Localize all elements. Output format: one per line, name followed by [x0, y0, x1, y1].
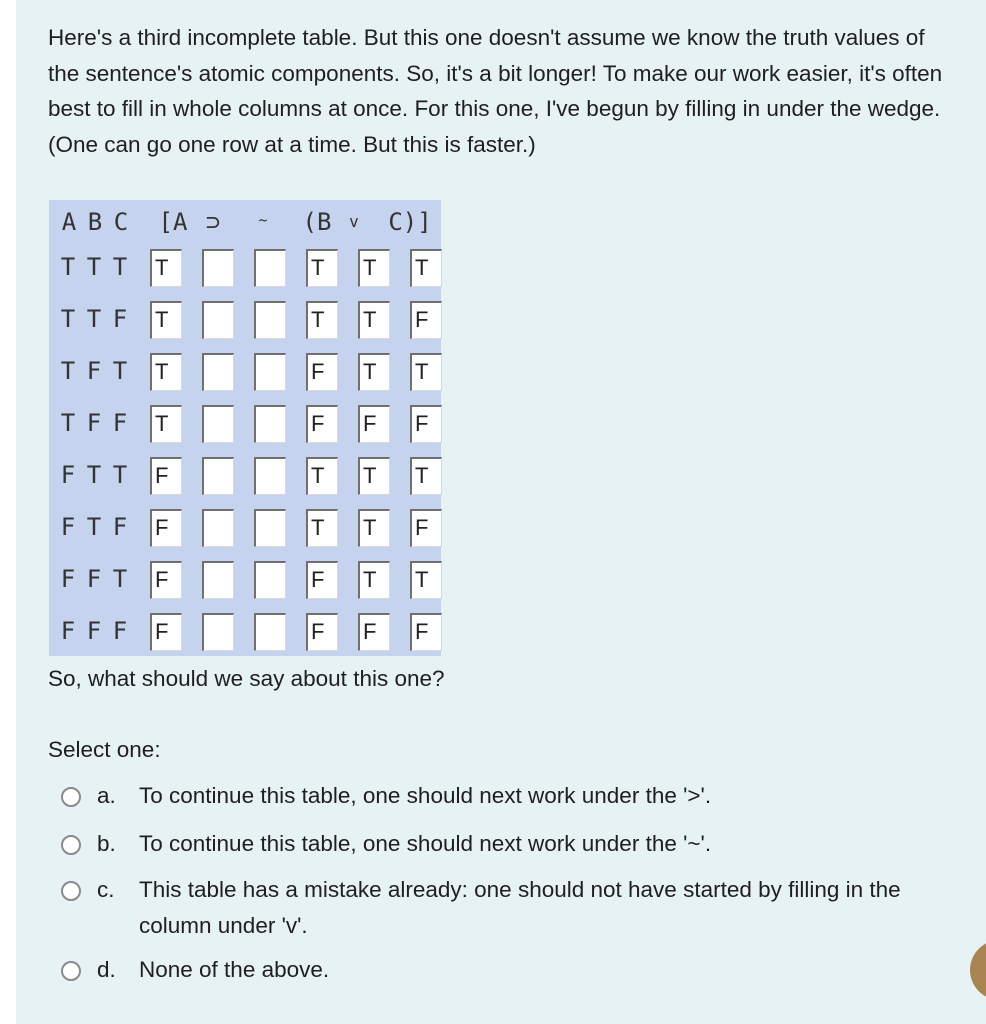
- header-bracket-a: [A: [158, 208, 188, 236]
- row-label-b: T: [86, 461, 102, 489]
- option-text: To continue this table, one should next work under the '~'.: [139, 831, 712, 856]
- header-horseshoe: ⊃: [205, 208, 221, 236]
- answer-cell[interactable]: T: [306, 249, 338, 287]
- answer-cell[interactable]: F: [306, 353, 338, 391]
- answer-cell[interactable]: T: [410, 353, 442, 391]
- radio-button[interactable]: [61, 787, 81, 807]
- header-b: B: [87, 208, 103, 236]
- table-row: [49, 504, 441, 556]
- answer-cell[interactable]: F: [410, 613, 442, 651]
- answer-cell[interactable]: [254, 509, 286, 547]
- answer-cell[interactable]: F: [410, 509, 442, 547]
- header-tilde: ~: [258, 211, 268, 229]
- row-label-b: T: [86, 253, 102, 281]
- answer-cell[interactable]: [254, 353, 286, 391]
- option-letter: d.: [97, 957, 116, 982]
- answer-cell[interactable]: T: [410, 561, 442, 599]
- answer-cell[interactable]: [202, 561, 234, 599]
- table-row: [49, 608, 441, 660]
- answer-cell[interactable]: T: [358, 301, 390, 339]
- row-label-c: T: [112, 357, 128, 385]
- header-c-bracket: C)]: [388, 208, 432, 236]
- answer-cell[interactable]: F: [150, 457, 182, 495]
- answer-cell[interactable]: F: [150, 613, 182, 651]
- answer-cell[interactable]: F: [306, 405, 338, 443]
- option-text: This table has a mistake already: one should not have started by filling in the column under 'v'.: [139, 877, 901, 938]
- answer-cell[interactable]: T: [410, 457, 442, 495]
- header-paren-b: (B: [302, 208, 332, 236]
- answer-cell[interactable]: T: [358, 249, 390, 287]
- answer-cell[interactable]: [202, 509, 234, 547]
- truth-table: [49, 200, 441, 656]
- radio-button[interactable]: [61, 881, 81, 901]
- radio-button[interactable]: [61, 835, 81, 855]
- option-letter: c.: [97, 877, 115, 902]
- table-row: [49, 244, 441, 296]
- row-label-c: F: [112, 617, 128, 645]
- answer-cell[interactable]: F: [410, 405, 442, 443]
- table-row: [49, 400, 441, 452]
- row-label-a: T: [60, 409, 76, 437]
- answer-cell[interactable]: T: [150, 249, 182, 287]
- row-label-c: T: [112, 565, 128, 593]
- answer-cell[interactable]: T: [306, 457, 338, 495]
- row-label-c: T: [112, 461, 128, 489]
- answer-cell[interactable]: [254, 613, 286, 651]
- answer-cell[interactable]: [202, 353, 234, 391]
- row-label-b: F: [86, 565, 102, 593]
- answer-cell[interactable]: T: [306, 509, 338, 547]
- answer-cell[interactable]: F: [306, 561, 338, 599]
- answer-cell[interactable]: T: [410, 249, 442, 287]
- row-label-c: F: [112, 513, 128, 541]
- header-c: C: [113, 208, 129, 236]
- option-letter: a.: [97, 783, 116, 808]
- answer-cell[interactable]: F: [358, 613, 390, 651]
- row-label-a: T: [60, 253, 76, 281]
- answer-cell[interactable]: F: [358, 405, 390, 443]
- answer-cell[interactable]: T: [150, 353, 182, 391]
- answer-cell[interactable]: [254, 561, 286, 599]
- table-row: [49, 296, 441, 348]
- header-wedge: v: [349, 212, 359, 231]
- option-text: To continue this table, one should next work under the '>'.: [139, 783, 712, 808]
- answer-cell[interactable]: T: [150, 405, 182, 443]
- answer-cell[interactable]: T: [358, 509, 390, 547]
- answer-cell[interactable]: F: [150, 509, 182, 547]
- row-label-a: F: [60, 565, 76, 593]
- table-row: [49, 348, 441, 400]
- answer-cell[interactable]: [202, 457, 234, 495]
- option-letter: b.: [97, 831, 116, 856]
- question-text: So, what should we say about this one?: [48, 666, 445, 691]
- row-label-a: F: [60, 461, 76, 489]
- select-one-label: Select one:: [48, 737, 161, 762]
- radio-button[interactable]: [61, 961, 81, 981]
- answer-cell[interactable]: [254, 457, 286, 495]
- header-a: A: [61, 208, 77, 236]
- option-text: None of the above.: [139, 957, 330, 982]
- answer-cell[interactable]: [202, 301, 234, 339]
- answer-cell[interactable]: T: [358, 353, 390, 391]
- row-label-a: T: [60, 305, 76, 333]
- row-label-b: F: [86, 409, 102, 437]
- answer-cell[interactable]: T: [150, 301, 182, 339]
- table-row: [49, 556, 441, 608]
- row-label-b: F: [86, 357, 102, 385]
- answer-cell[interactable]: F: [306, 613, 338, 651]
- answer-cell[interactable]: [202, 613, 234, 651]
- row-label-b: T: [86, 305, 102, 333]
- row-label-b: T: [86, 513, 102, 541]
- answer-cell[interactable]: T: [358, 457, 390, 495]
- intro-text: Here's a third incomplete table. But this one doesn't assume we know the truth values of the sentence's atomic components. So, it's a bit longer! To make our work easier, it's often best to fill in whole columns at once. For this one, I've begun by filling in under the wedge. (One can go one row at a time. But this is faster.): [48, 25, 943, 157]
- answer-cell[interactable]: T: [358, 561, 390, 599]
- answer-cell[interactable]: [202, 405, 234, 443]
- row-label-c: F: [112, 409, 128, 437]
- answer-cell[interactable]: F: [410, 301, 442, 339]
- row-label-c: F: [112, 305, 128, 333]
- row-label-a: T: [60, 357, 76, 385]
- row-label-a: F: [60, 617, 76, 645]
- answer-cell[interactable]: [254, 405, 286, 443]
- table-row: [49, 452, 441, 504]
- row-label-c: T: [112, 253, 128, 281]
- answer-cell[interactable]: [202, 249, 234, 287]
- answer-cell[interactable]: T: [306, 301, 338, 339]
- answer-cell[interactable]: F: [150, 561, 182, 599]
- row-label-b: F: [86, 617, 102, 645]
- row-label-a: F: [60, 513, 76, 541]
- answer-cell[interactable]: [254, 301, 286, 339]
- answer-cell[interactable]: [254, 249, 286, 287]
